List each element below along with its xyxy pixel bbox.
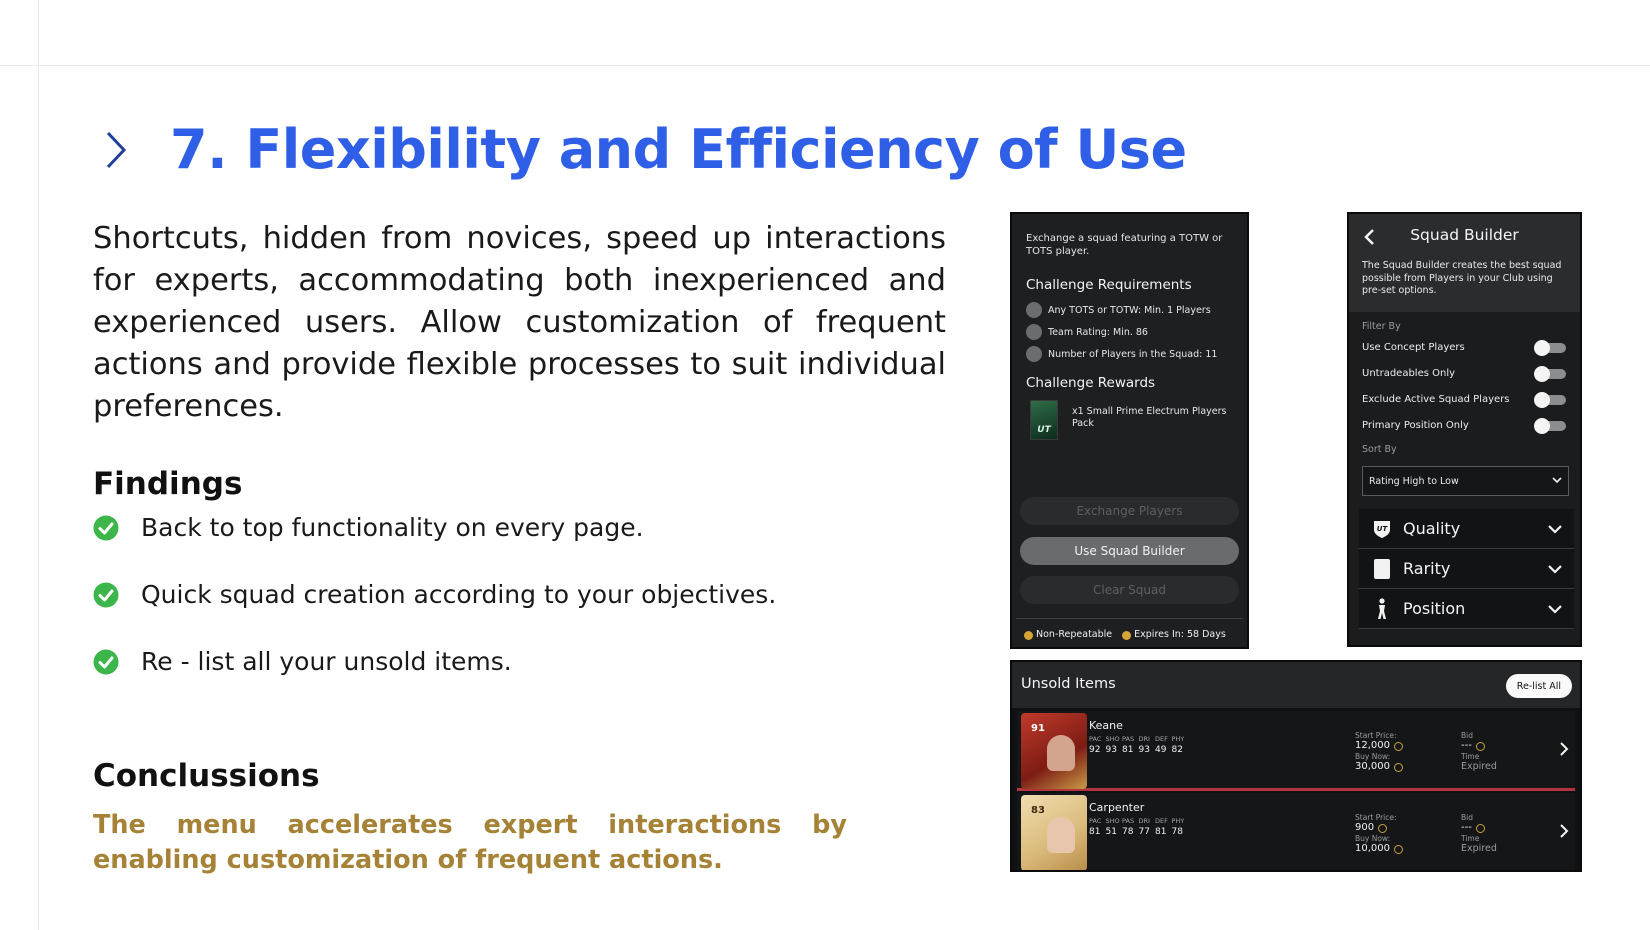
toggle-label: Untradeables Only <box>1362 368 1456 379</box>
toggle-label: Primary Position Only <box>1362 420 1469 431</box>
relist-all-button[interactable]: Re-list All <box>1506 674 1572 698</box>
expired-status: Expired <box>1461 761 1497 772</box>
unsold-items-screenshot <box>1010 660 1582 872</box>
player-rating: 91 <box>1031 723 1045 734</box>
player-stats <box>1089 817 1188 837</box>
time-label: Time <box>1461 752 1480 761</box>
toggle-switch[interactable] <box>1536 421 1566 431</box>
page-title: 7. Flexibility and Efficiency of Use <box>170 118 1187 181</box>
quality-section[interactable] <box>1359 509 1574 549</box>
section-label: Position <box>1403 599 1466 618</box>
stat-key: PAS <box>1122 817 1135 825</box>
chevron-down-icon <box>1548 559 1562 578</box>
bid-info <box>1461 813 1497 855</box>
stat-value: 93 <box>1105 745 1117 755</box>
toggle-row <box>1362 394 1566 405</box>
sort-by-label: Sort By <box>1362 444 1397 455</box>
status-dot-icon <box>1026 324 1042 340</box>
player-card <box>1021 795 1087 871</box>
unsold-title: Unsold Items <box>1021 676 1116 692</box>
bid-value: --- <box>1461 822 1472 833</box>
toggle-row <box>1362 420 1566 431</box>
section-label: Quality <box>1403 519 1461 538</box>
bid-value: --- <box>1461 740 1472 751</box>
requirement-item <box>1026 324 1148 340</box>
card-icon <box>1371 558 1393 580</box>
stat-key: DEF <box>1155 817 1168 825</box>
intro-paragraph: Shortcuts, hidden from novices, speed up interactions for experts, accommodating both inexperienced and experienced users. Allow customization of frequent actions and provide flexible processes to suit individual preferences. <box>93 221 946 424</box>
chevron-down-icon <box>1548 599 1562 618</box>
squad-builder-description: The Squad Builder creates the best squad possible from Players in your Club using pre-set options. <box>1362 260 1562 296</box>
requirements-heading: Challenge Requirements <box>1026 277 1192 293</box>
finding-text: Re - list all your unsold items. <box>141 647 512 676</box>
finding-text: Quick squad creation according to your objectives. <box>141 580 777 609</box>
buy-now-label: Buy Now: <box>1355 834 1391 843</box>
stat-key: PAS <box>1122 735 1135 743</box>
requirement-item <box>1026 346 1217 362</box>
position-section[interactable] <box>1359 589 1574 629</box>
stat-value: 92 <box>1089 745 1101 755</box>
rewards-heading: Challenge Rewards <box>1026 375 1156 391</box>
requirement-text: Number of Players in the Squad: 11 <box>1048 348 1218 360</box>
toggle-switch[interactable] <box>1536 395 1566 405</box>
challenge-screenshot <box>1010 212 1249 649</box>
toggle-label: Exclude Active Squad Players <box>1362 394 1510 405</box>
player-rating: 83 <box>1031 805 1045 816</box>
reward-text: x1 Small Prime Electrum Players Pack <box>1072 406 1227 429</box>
price-info <box>1355 813 1403 855</box>
stat-key: PHY <box>1171 735 1185 743</box>
stat-value: 81 <box>1089 827 1101 837</box>
start-price-label: Start Price: <box>1355 731 1397 740</box>
findings-heading: Findings <box>93 466 243 502</box>
clear-squad-button[interactable]: Clear Squad <box>1020 576 1239 604</box>
expires-label: Expires In: 58 Days <box>1134 629 1226 640</box>
chevron-right-icon[interactable] <box>1559 741 1569 757</box>
check-circle-icon <box>93 515 119 541</box>
start-price-value: 900 <box>1355 822 1375 833</box>
stat-key: PAC <box>1089 817 1102 825</box>
sort-select[interactable] <box>1362 466 1569 496</box>
svg-text:UT: UT <box>1376 524 1388 533</box>
toggle-switch[interactable] <box>1536 369 1566 379</box>
stat-value: 93 <box>1138 745 1150 755</box>
squad-builder-title: Squad Builder <box>1410 226 1519 244</box>
requirement-item <box>1026 302 1211 318</box>
player-stats <box>1089 735 1188 755</box>
stat-key: DEF <box>1155 735 1168 743</box>
expired-status: Expired <box>1461 843 1497 854</box>
toggle-row <box>1362 368 1566 379</box>
toggle-label: Use Concept Players <box>1362 342 1465 353</box>
check-circle-icon <box>93 582 119 608</box>
filter-by-label: Filter By <box>1362 321 1401 332</box>
timer-icon <box>1122 631 1131 640</box>
bid-label: Bid <box>1461 813 1473 822</box>
chevron-down-icon <box>1548 519 1562 538</box>
challenge-description: Exchange a squad featuring a TOTW or TOTS player. <box>1026 233 1223 257</box>
exchange-players-button[interactable]: Exchange Players <box>1020 497 1239 525</box>
stat-value: 81 <box>1155 827 1167 837</box>
bid-label: Bid <box>1461 731 1473 740</box>
coin-icon <box>1394 845 1403 854</box>
finding-text: Back to top functionality on every page. <box>141 513 644 542</box>
player-pack-icon: UT <box>1030 400 1058 440</box>
conclusions-text: The menu accelerates expert interactions by enabling customization of frequent actions. <box>93 810 847 875</box>
section-label: Rarity <box>1403 559 1451 578</box>
stat-value: 78 <box>1122 827 1134 837</box>
player-name: Carpenter <box>1089 801 1145 814</box>
stat-key: PAC <box>1089 735 1102 743</box>
coin-icon <box>1394 742 1403 751</box>
title-row <box>96 118 1187 181</box>
rarity-section[interactable] <box>1359 549 1574 589</box>
price-info <box>1355 731 1403 773</box>
coin-icon <box>1378 824 1387 833</box>
stat-key: PHY <box>1171 817 1185 825</box>
bid-info <box>1461 731 1497 773</box>
player-card <box>1021 713 1087 789</box>
stat-key: SHO <box>1105 735 1120 743</box>
buy-now-value: 10,000 <box>1355 843 1390 854</box>
requirement-text: Team Rating: Min. 86 <box>1048 326 1148 338</box>
coin-icon <box>1476 824 1485 833</box>
stat-key: DRI <box>1138 817 1150 825</box>
player-photo <box>1047 817 1075 853</box>
unsold-item-row[interactable] <box>1017 711 1575 791</box>
conclusions-heading: Conclussions <box>93 758 320 794</box>
player-photo <box>1047 735 1075 771</box>
buy-now-value: 30,000 <box>1355 761 1390 772</box>
repeat-icon <box>1024 631 1033 640</box>
player-figure-icon <box>1371 598 1393 620</box>
stat-value: 78 <box>1171 827 1183 837</box>
repeatable-label: Non-Repeatable <box>1036 629 1113 640</box>
status-dot-icon <box>1026 346 1042 362</box>
stat-value: 51 <box>1105 827 1117 837</box>
sort-select-value: Rating High to Low <box>1369 475 1459 487</box>
stat-value: 77 <box>1138 827 1150 837</box>
chevron-right-icon[interactable] <box>1559 823 1569 839</box>
squad-builder-screenshot <box>1347 212 1582 647</box>
finding-item <box>93 513 644 542</box>
status-dot-icon <box>1026 302 1042 318</box>
time-label: Time <box>1461 834 1480 843</box>
chevron-down-icon <box>1552 476 1562 487</box>
coin-icon <box>1476 742 1485 751</box>
challenge-footer <box>1024 629 1236 640</box>
divider <box>1016 618 1243 619</box>
check-circle-icon <box>93 649 119 675</box>
start-price-value: 12,000 <box>1355 740 1390 751</box>
guide-line-horizontal <box>0 65 1650 66</box>
chevron-right-icon <box>96 122 136 178</box>
finding-item <box>93 647 512 676</box>
coin-icon <box>1394 763 1403 772</box>
stat-value: 81 <box>1122 745 1134 755</box>
start-price-label: Start Price: <box>1355 813 1397 822</box>
requirement-text: Any TOTS or TOTW: Min. 1 Players <box>1048 304 1211 316</box>
player-name: Keane <box>1089 719 1123 732</box>
ut-shield-icon <box>1371 518 1393 540</box>
stat-key: SHO <box>1105 817 1120 825</box>
stat-value: 82 <box>1171 745 1183 755</box>
finding-item <box>93 580 776 609</box>
stat-key: DRI <box>1138 735 1150 743</box>
toggle-row <box>1362 342 1566 353</box>
stat-value: 49 <box>1155 745 1167 755</box>
use-squad-builder-button[interactable]: Use Squad Builder <box>1020 537 1239 565</box>
squad-builder-header <box>1349 214 1580 312</box>
unsold-item-row[interactable] <box>1017 793 1575 872</box>
buy-now-label: Buy Now: <box>1355 752 1391 761</box>
toggle-switch[interactable] <box>1536 343 1566 353</box>
unsold-header <box>1012 662 1580 708</box>
guide-line-vertical <box>38 0 39 930</box>
